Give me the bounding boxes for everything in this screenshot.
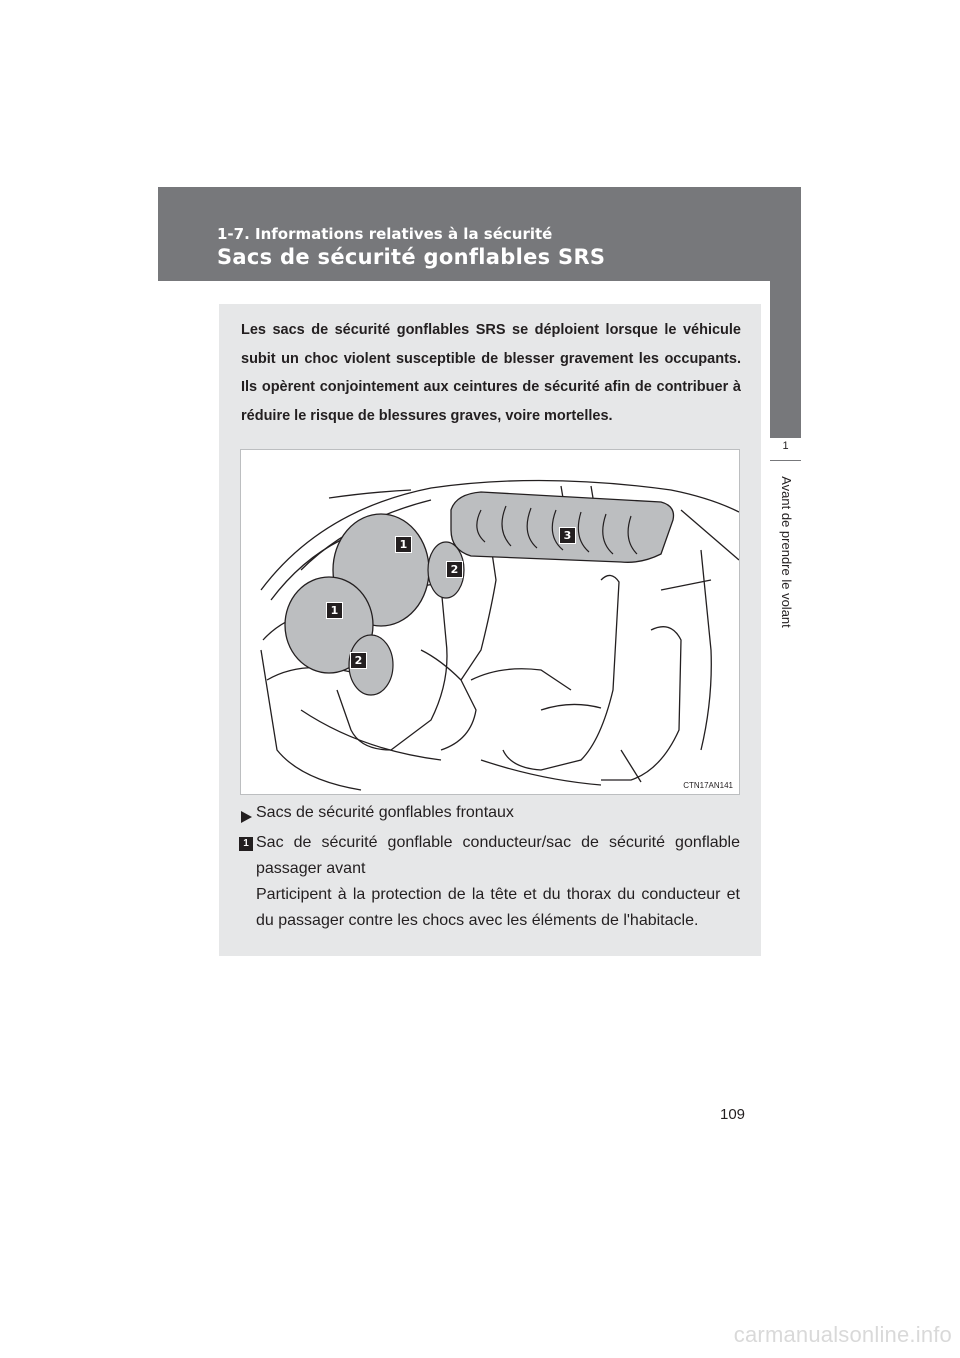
list-item-description: Participent à la protection de la tête et du thorax du conducteur et du passager contre les chocs avec les éléments de l'habitacle. <box>256 886 740 929</box>
callout-1-lower: 1 <box>326 602 343 619</box>
airbag-illustration <box>240 449 740 795</box>
chapter-number: 1 <box>782 440 789 452</box>
page-title: Sacs de sécurité gonflables SRS <box>217 245 606 269</box>
callout-2-upper: 2 <box>446 561 463 578</box>
page-number: 109 <box>720 1106 746 1123</box>
list-item <box>256 830 740 934</box>
arrow-right-icon <box>241 811 252 823</box>
car-interior-drawing <box>241 450 740 795</box>
number-1-icon: 1 <box>239 837 253 851</box>
chapter-tab <box>770 280 801 438</box>
figure-code: CTN17AN141 <box>683 781 733 790</box>
header-band <box>158 187 801 281</box>
watermark: carmanualsonline.info <box>733 1322 952 1347</box>
content-box <box>219 304 761 956</box>
callout-3: 3 <box>559 527 576 544</box>
list-heading: Sacs de sécurité gonflables frontaux <box>256 804 514 821</box>
list-item-title: Sac de sécurité gonflable conducteur/sac de sécurité gonflable passager avant <box>256 834 740 877</box>
section-label: 1-7. Informations relatives à la sécurité <box>217 225 553 243</box>
intro-paragraph: Les sacs de sécurité gonflables SRS se déploient lorsque le véhicule subit un choc violent susceptible de blesser gravement les occupants. Ils opèrent conjointement aux ceintures de sécurité afin de contribuer à réduire le risque de blessures graves, voire mortelles. <box>241 322 741 424</box>
callout-2-lower: 2 <box>350 652 367 669</box>
callout-1-upper: 1 <box>395 536 412 553</box>
chapter-title-vertical: Avant de prendre le volant <box>779 476 794 628</box>
